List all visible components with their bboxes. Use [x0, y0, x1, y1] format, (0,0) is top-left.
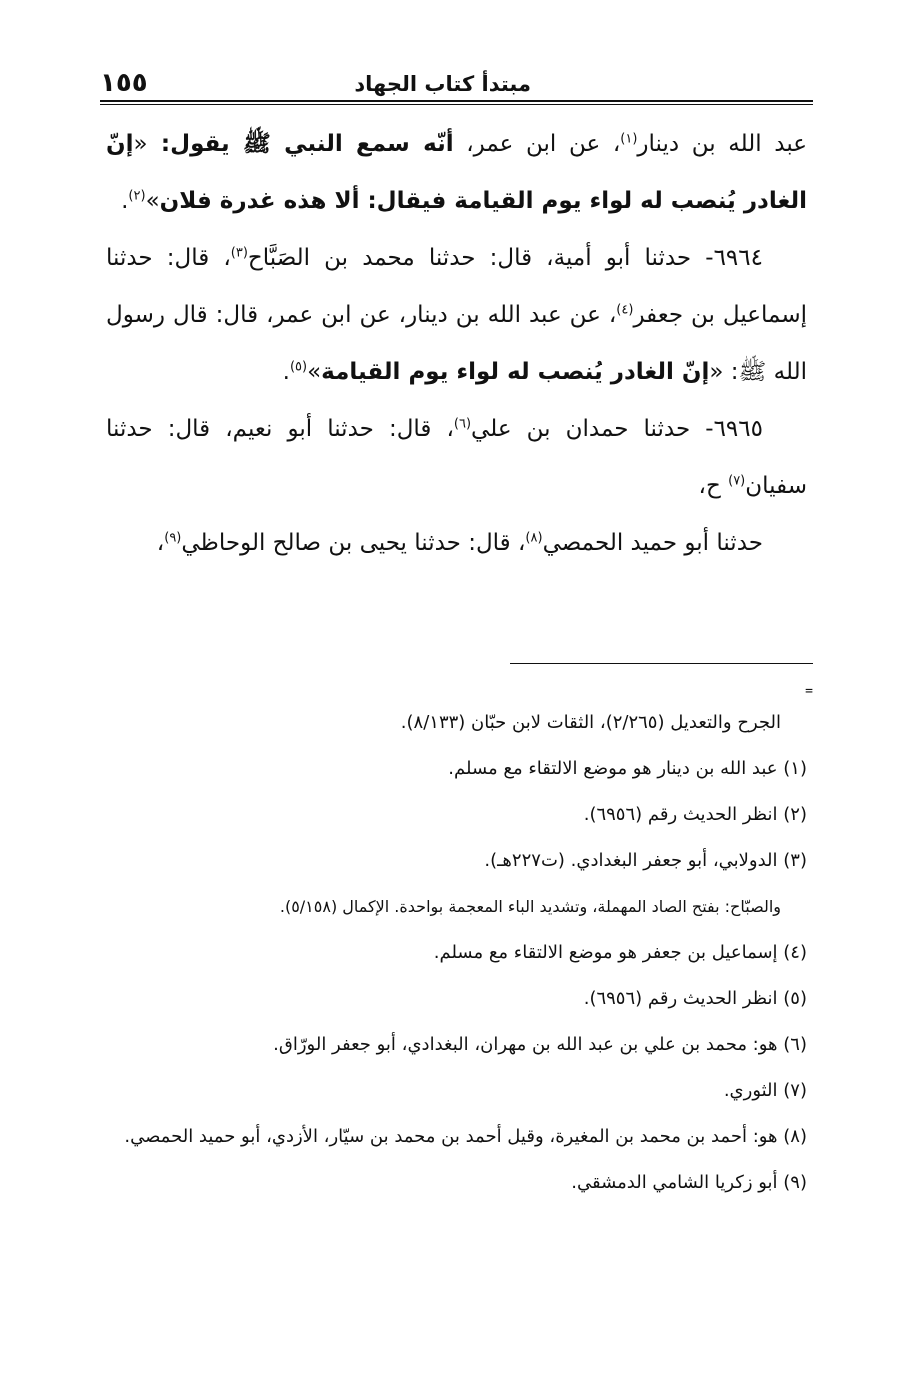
text-run: « [133, 131, 148, 157]
text-run: » [307, 359, 322, 385]
footnotes [106, 700, 807, 1206]
text-run: » [145, 188, 160, 214]
text-run: ح، [698, 473, 729, 499]
text-run: ، قال: حدثنا أبو نعيم، قال: حدثنا سفيان [106, 416, 807, 499]
paragraph-4 [106, 515, 807, 572]
hadith-text: إنّ الغادر يُنصب له لواء يوم القيامة [321, 359, 710, 385]
footnote-8: (٨) هو: أحمد بن محمد بن المغيرة، وقيل أحمد بن محمد بن سيّار، الأزدي، أبو حميد الحمصي. [124, 1126, 807, 1147]
text-run: عبد الله بن دينار [637, 131, 808, 157]
header-rule-thin [100, 104, 813, 105]
footnote-3: (٣) الدولابي، أبو جعفر البغدادي. (ت٢٢٧هـ). [484, 850, 807, 871]
footnote-ref: (٧) [728, 473, 746, 489]
header-rule-thick [100, 100, 813, 102]
text-run: ، قال: حدثنا إسماعيل بن جعفر [106, 245, 807, 328]
paragraph-3 [106, 401, 807, 515]
text-run: . [282, 359, 290, 385]
footnote-continuation: الجرح والتعديل (٢/٢٦٥)، الثقات لابن حبّان (٨/١٣٣). [400, 712, 781, 733]
main-text [106, 116, 807, 572]
footnote-ref: (٢) [128, 188, 146, 204]
text-run: حدثنا أبو حميد الحمصي [542, 530, 763, 556]
text-run: ، عن ابن عمر، [453, 131, 621, 157]
text-run: . [121, 188, 129, 214]
footnote-4: (٤) إسماعيل بن جعفر هو موضع الالتقاء مع مسلم. [433, 942, 807, 963]
footnote-6: (٦) هو: محمد بن علي بن عبد الله بن مهران، البغدادي، أبو جعفر الورّاق. [273, 1034, 807, 1055]
text-run: ٦٩٦٥- حدثنا حمدان بن علي [471, 416, 763, 442]
paragraph-1 [106, 116, 807, 230]
footnote-1: (١) عبد الله بن دينار هو موضع الالتقاء مع مسلم. [448, 758, 807, 779]
hadith-text: إنّ الغادر يُنصب له لواء يوم القيامة فيقال: ألا هذه غدرة فلان [106, 131, 807, 214]
footnote-2: (٢) انظر الحديث رقم (٦٩٥٦). [583, 804, 807, 825]
footnote-ref: (٩) [164, 530, 182, 546]
text-run: ، قال: حدثنا يحيى بن صالح الوحاظي [181, 530, 526, 556]
footnote-ref: (٥) [289, 359, 308, 375]
footnote-3-note: والصبّاح: بفتح الصاد المهملة، وتشديد الباء المعجمة بواحدة. الإكمال (٥/١٥٨). [279, 897, 781, 916]
footnote-ref: (٣) [230, 245, 248, 261]
footnote-9: (٩) أبو زكريا الشامي الدمشقي. [571, 1172, 807, 1193]
footnote-ref: (١) [620, 131, 638, 147]
chapter-title: مبتدأ كتاب الجهاد [354, 72, 531, 96]
page-number: ١٥٥ [100, 68, 148, 98]
footnote-separator [510, 663, 813, 664]
footnote-ref: (٦) [453, 416, 472, 432]
footnote-ref: (٨) [525, 530, 543, 546]
text-run: ، [156, 530, 165, 556]
footnote-continuation-marker: = [805, 684, 813, 699]
text-run-bold: أنّه سمع النبي ﷺ يقول: [147, 131, 454, 157]
footnote-ref: (٤) [616, 302, 634, 318]
footnote-7: (٧) الثوري. [723, 1080, 807, 1101]
text-run: ٦٩٦٤- حدثنا أبو أمية، قال: حدثنا محمد بن الصَبَّاح [247, 245, 763, 271]
footnote-5: (٥) انظر الحديث رقم (٦٩٥٦). [583, 988, 807, 1009]
text-run: ، عن عبد الله بن دينار، عن ابن عمر، قال: قال رسول الله ﷺ: « [106, 302, 807, 385]
paragraph-2 [106, 230, 807, 401]
page-header [100, 66, 813, 102]
